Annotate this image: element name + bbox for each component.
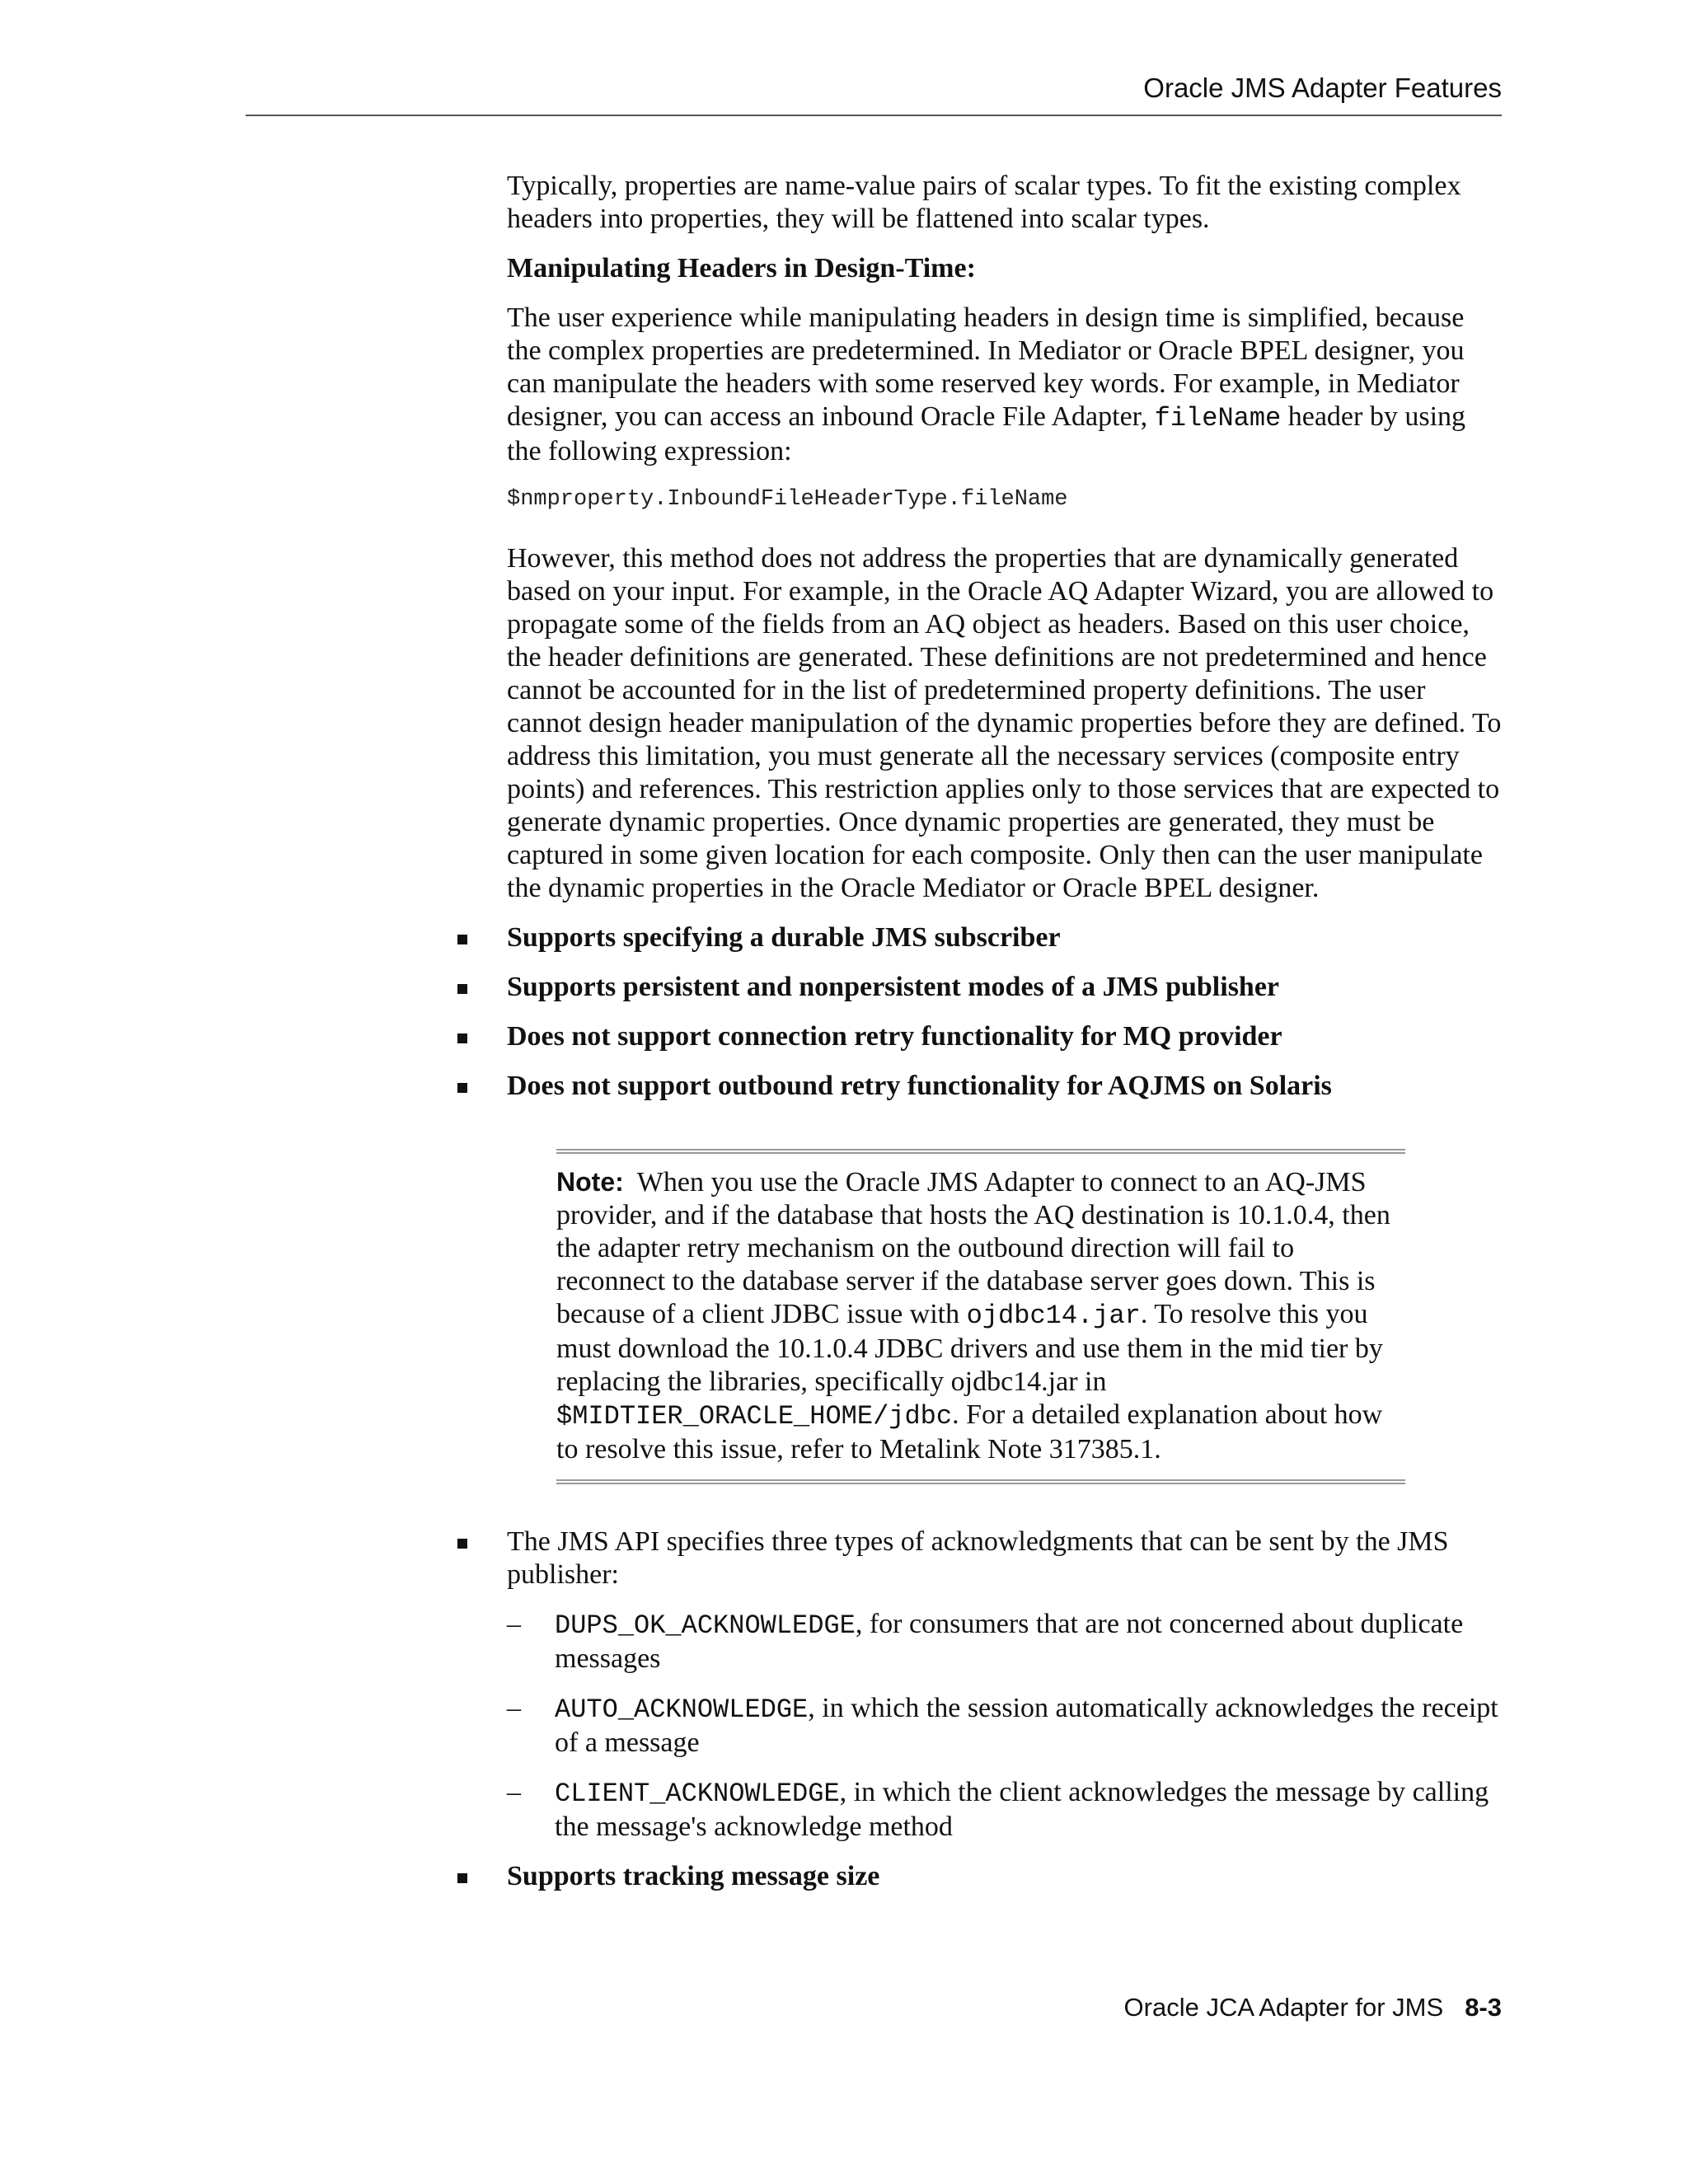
bullet-item bbox=[507, 1020, 1504, 1053]
note-text-part: . For a detailed explanation about how to resolve this issue, refer to Metalink Note 317385.1. bbox=[556, 1399, 1383, 1465]
bullet-item bbox=[507, 1526, 1504, 1591]
item-text: , for consumers that are not concerned about duplicate messages bbox=[555, 1609, 1464, 1674]
section-heading: Manipulating Headers in Design-Time: bbox=[507, 253, 976, 284]
inline-code-ack: DUPS_OK_ACKNOWLEDGE bbox=[555, 1610, 856, 1641]
note-text-part: . To resolve this you must download the 10.1.0.4 JDBC drivers and use them in the mid tier by replacing the libraries, specifically ojdbc14.jar in bbox=[556, 1299, 1383, 1397]
square-bullet-icon bbox=[457, 1539, 467, 1549]
item-text: , in which the client acknowledges the message by calling the message's acknowledge method bbox=[555, 1777, 1489, 1842]
header-rule bbox=[246, 115, 1502, 116]
bullet-text: Supports persistent and nonpersistent modes of a JMS publisher bbox=[507, 972, 1280, 1002]
acknowledgment-bullet-list bbox=[507, 1526, 1504, 1591]
inline-code-filename: fileName bbox=[1154, 403, 1282, 434]
note-box bbox=[556, 1149, 1405, 1484]
square-bullet-icon bbox=[457, 984, 467, 994]
feature-bullet-list bbox=[507, 921, 1504, 1103]
page-content bbox=[507, 170, 1504, 1910]
page-number: 8-3 bbox=[1465, 1993, 1502, 2022]
running-header: Oracle JMS Adapter Features bbox=[1143, 73, 1502, 103]
code-expression: $nmproperty.InboundFileHeaderType.fileName bbox=[507, 487, 1068, 512]
bullet-item bbox=[507, 971, 1504, 1004]
dash-marker: – bbox=[507, 1693, 521, 1723]
bullet-item bbox=[507, 1860, 1504, 1893]
square-bullet-icon bbox=[457, 1083, 467, 1093]
square-bullet-icon bbox=[457, 935, 467, 944]
list-item bbox=[507, 1692, 1504, 1760]
page-footer bbox=[246, 1993, 1502, 2022]
bullet-text: Supports specifying a durable JMS subscriber bbox=[507, 922, 1061, 953]
bullet-item bbox=[507, 1070, 1504, 1103]
intro-paragraph: Typically, properties are name-value pairs of scalar types. To fit the existing complex headers into properties, they will be flattened into scalar types. bbox=[507, 171, 1461, 234]
design-time-paragraph bbox=[507, 302, 1504, 468]
list-item bbox=[507, 1608, 1504, 1675]
list-item bbox=[507, 1776, 1504, 1844]
bullet-text: Does not support outbound retry functionality for AQJMS on Solaris bbox=[507, 1071, 1332, 1101]
inline-code-jar: ojdbc14.jar bbox=[966, 1301, 1141, 1331]
dash-marker: – bbox=[507, 1609, 521, 1639]
square-bullet-icon bbox=[457, 1033, 467, 1043]
inline-code-path: $MIDTIER_ORACLE_HOME/jdbc bbox=[556, 1401, 953, 1432]
item-text: , in which the session automatically acknowledges the receipt of a message bbox=[555, 1693, 1498, 1758]
bullet-text: Does not support connection retry functionality for MQ provider bbox=[507, 1021, 1282, 1052]
square-bullet-icon bbox=[457, 1873, 467, 1883]
footer-title: Oracle JCA Adapter for JMS bbox=[1123, 1993, 1444, 2022]
final-bullet-list bbox=[507, 1860, 1504, 1893]
bullet-text: The JMS API specifies three types of acknowledgments that can be sent by the JMS publisher: bbox=[507, 1526, 1449, 1590]
note-text-part: When you use the Oracle JMS Adapter to connect to an AQ-JMS provider, and if the database that hosts the AQ destination is 10.1.0.4, then the adapter retry mechanism on the outbound direction will fail to reconnect to the database server if the database server goes down. This is because of a client JDBC issue with bbox=[556, 1167, 1390, 1329]
bullet-text: Supports tracking message size bbox=[507, 1861, 880, 1891]
dynamic-properties-paragraph: However, this method does not address the properties that are dynamically generated based on your input. For example, in the Oracle AQ Adapter Wizard, you are allowed to propagate some of the fields from an AQ object as headers. Based on this user choice, the header definitions are generated. These definitions are not predetermined and hence cannot be accounted for in the list of predetermined property definitions. The user cannot design header manipulation of the dynamic properties before they are defined. To address this limitation, you must generate all the necessary services (composite entry points) and references. This restriction applies only to those services that are expected to generate dynamic properties. Once dynamic properties are generated, they must be captured in some given location for each composite. Only then can the user manipulate the dynamic properties in the Oracle Mediator or Oracle BPEL designer. bbox=[507, 543, 1502, 903]
acknowledgment-types-list bbox=[507, 1608, 1504, 1844]
note-label: Note: bbox=[556, 1167, 624, 1197]
note-text bbox=[556, 1165, 1405, 1466]
bullet-item bbox=[507, 921, 1504, 954]
inline-code-ack: CLIENT_ACKNOWLEDGE bbox=[555, 1779, 840, 1809]
paragraph-text: The user experience while manipulating headers in design time is simplified, because the complex properties are predetermined. In Mediator or Oracle BPEL designer, you can manipulate the headers with some reserved key words. For example, in Mediator designer, you can access an inbound Oracle File Adapter, bbox=[507, 302, 1465, 432]
dash-marker: – bbox=[507, 1777, 521, 1807]
paragraph-text: header by using the following expression: bbox=[507, 401, 1466, 466]
inline-code-ack: AUTO_ACKNOWLEDGE bbox=[555, 1694, 809, 1725]
